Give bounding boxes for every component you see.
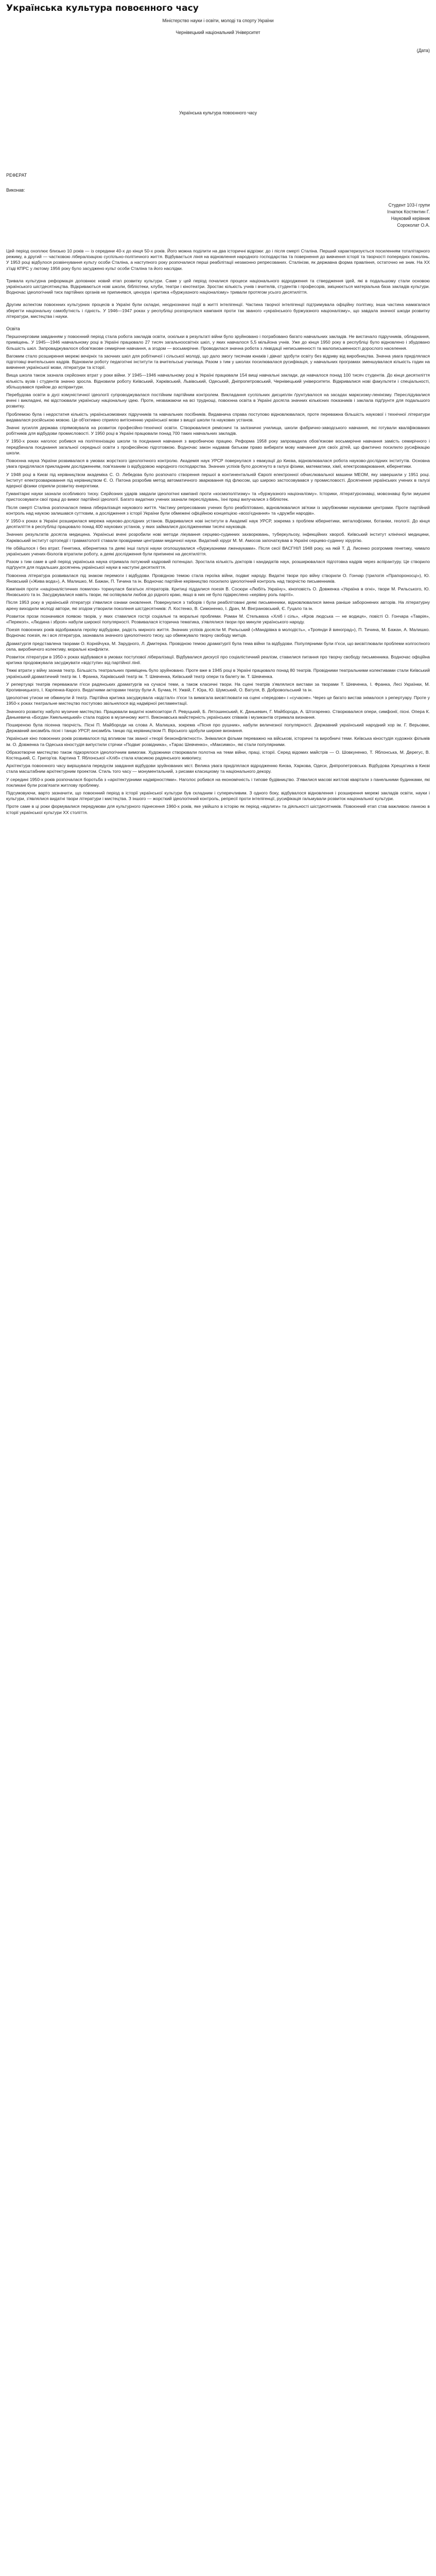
spacer [6, 274, 430, 278]
paragraph: У 1948 році в Києві під керівництвом академіка С. О. Лебедєва було розпочато створення першої в континентальній Європі електронної обчислювальної машини МЕОМ, яку завершили у 1951 році. Інститут електрозварювання під керівництвом Є. О. Патона розробив метод автоматичного зварювання під флюсом, що широко застосовувався у промисловості. Досягнення українських учених в галузі ядерної фізики сприяли розвитку енергетики. [6, 471, 430, 488]
paragraph: Підсумовуючи, варто зазначити, що повоєнний період в історії української культури був складним і суперечливим. З одного боку, відбувалося відновлення і розширення мережі закладів освіти, науки і культури, з'являлися видатні твори літератури і мистецтва. З іншого — жорсткий ідеологічний контроль, репресії проти інтелігенції, русифікація гальмували розвиток національної культури. [6, 790, 430, 802]
paragraph: Українське кіно повоєнних років розвивалося під впливом так званої «теорії безконфліктності». Знімалися фільми переважно на військові, історичні та виробничі теми. Київська кіностудія художніх фільмів ім. О. Довженка та Одеська кіностудія випустили стрічки «Подвиг розвідника», «Тарас Шевченко», «Максимко», які стали популярними. [6, 736, 430, 747]
paragraph: Образотворче мистецтво також підкорялося ідеологічним вимогам. Художники створювали полотна на теми війни, праці, історії. Серед відомих майстрів — О. Шовкуненко, Т. Яблонська, М. Дерегус, В. Костецький, С. Григор'єв. Картина Т. Яблонської «Хліб» стала класикою радянського живопису. [6, 749, 430, 761]
body-section-architecture [6, 763, 430, 816]
paragraph: Драматургія представлена творами О. Корнійчука, М. Зарудного, Л. Дмитерка. Провідною темою драматургії була тема війни та відбудови. Популярними були п'єси, що висвітлювали проблеми колгоспного села, виробничого колективу, моральні конфлікти. [6, 640, 430, 652]
student-name: Ігнатюк Костянтин Г. [387, 209, 430, 214]
author-block [6, 202, 430, 229]
body-section-education [6, 334, 430, 456]
advisor-label: Науковий керівник [391, 216, 430, 221]
spacer [6, 194, 430, 202]
paragraph: Вагомим стало розширення мережі вечірніх та заочних шкіл для робітничої і сільської молоді, що дало змогу тисячам юнаків і дівчат здобути освіту без відриву від виробництва. Значна увага приділялася підготовці вчительських кадрів. Відновили роботу педагогічні інститути та вчительські училища. Разом з тим у школах посилювалася русифікація, у навчальних програмах зменшувалася кількість годин на вивчення української мови, літератури та історії. [6, 353, 430, 370]
paragraph: Кампанія проти «націоналістичних помилок» торкнулася багатьох літераторів. Критиці піддалися поезія В. Сосюри «Любіть Україну», кіноповість О. Довженка «Україна в огні», твори М. Рильського, Ю. Яновського та ін. Засуджувалися навіть твори, які оспівували любов до рідного краю, якщо в них не було підкреслено «керівну роль партії». [6, 586, 430, 598]
paragraph: Проблемою була і недостатня кількість українськомовних підручників та навчальних посібників. Видавнича справа поступово відновлювалася, проте переважна більшість наукової і технічної літератури видавалася російською мовою. Це об'єктивно сприяло витісненню української мови з вищої школи та наукових установ. [6, 411, 430, 422]
report-label: РЕФЕРАТ [6, 173, 27, 178]
paragraph: Цей період охоплює близько 10 років — із середини 40-х до кінця 50-х років. Його можна поділити на два історичні відрізки: до і після смерті Сталіна. Перший характеризується посиленням тоталітарного режиму, а другий — частковою лібералізацією суспільно-політичного життя. Відбувається лінія на відновлення народного господарства та повернення до вивчення історії та творчості попередніх поколінь. У 1953 році відбулося розвінчування культу особи Сталіна, а наступного року розпочалися перші реабілітації незаконно репресованих. Сталінізм, як державна форма правління, остаточно не зник. На ХХ з'їзді КПРС у лютому 1956 року було засуджено культ особи Сталіна та його наслідки. [6, 248, 430, 271]
paragraph: Першочерговим завданням у повоєнний період стала робота закладів освіти, оскільки в результаті війни було зруйновано і пограбовано багато навчальних закладів. Не вистачало підручників, обладнання, приміщень. У 1945—1946 навчальному році в Україні працювало 27 тисяч загальноосвітніх шкіл, у яких навчалося 5,5 мільйона учнів. Уже до кінця 1950 року в республіці було відновлено і збудовано більшість шкіл. Запроваджувалося обов'язкове семирічне навчання, а згодом — восьмирічне. Проводилася значна робота з ліквідації неписьменності та малописьменності дорослого населення. [6, 334, 430, 351]
date-line: (Дата) [416, 48, 430, 53]
paragraph: Розвиток літератури в 1950-х роках відбувався в умовах поступової лібералізації. Відбувалися дискусії про соціалістичний реалізм, ставилися питання про творчу свободу письменника. Водночас офіційна критика продовжувала засуджувати «відступи» від партійної лінії. [6, 654, 430, 666]
paragraph: Разом з тим саме в цей період українська наука отримала потужний кадровий потенціал. Зростала кількість докторів і кандидатів наук, розширювалася підготовка кадрів через аспірантуру. Це створило підґрунтя для подальших досягнень української науки в наступні десятиліття. [6, 559, 430, 570]
paragraph: Значні зусилля держава спрямовувала на розвиток професійно-технічної освіти. Створювалися ремісничі та залізничні училища, школи фабрично-заводського навчання, які готували кваліфікованих робітників для відбудови промисловості. У 1950 році в Україні працювали понад 700 таких навчальних закладів. [6, 425, 430, 436]
spacer [6, 321, 430, 326]
paragraph: Повоєнна література розвивалася під знаком перемоги і відбудови. Провідною темою стала героїка війни, подвиг народу. Видатні твори про війну створили О. Гончар (трилогія «Прапороносці»), Ю. Яновський («Жива вода»), А. Малишко, М. Бажан, П. Тичина та ін. Водночас партійне керівництво посилило ідеологічний контроль над творчістю письменників. [6, 572, 430, 584]
paragraph: Гуманітарні науки зазнали особливого тиску. Серйозних ударів завдали ідеологічні кампанії проти «космополітизму» та «буржуазного націоналізму». Історики, літературознавці, мовознавці були змушені пристосовувати свої праці до вимог партійної ідеології. Багато видатних учених зазнали переслідувань, їхні праці вилучалися з бібліотек. [6, 491, 430, 502]
topic-line: Українська культура повоєнного часу [179, 110, 257, 115]
body-section-science [6, 458, 430, 570]
paragraph: Після смерті Сталіна розпочалася певна лібералізація наукового життя. Частину репресованих учених було реабілітовано, відновлювалися зв'язки із зарубіжними науковими центрами. Проте партійний контроль над наукою залишався суттєвим, а дослідження з історії України були обмежені офіційною концепцією «возз'єднання» та «дружби народів». [6, 504, 430, 516]
spacer [6, 54, 430, 110]
spacer [6, 116, 430, 172]
page-title: Українська культура повоєнного часу [6, 3, 199, 13]
paragraph: Ідеологічні утиски не обминули й театр. Партійна критика засуджувала «відсталі» п'єси та вимагала висвітлювати на сцені «передове» і «сучасне». Через це багато вистав знімалося з репертуару. Проте у 1950-х роках театральне мистецтво поступово звільнялося від надмірної регламентації. [6, 695, 430, 706]
paragraph: Значного розвитку набуло музичне мистецтво. Працювали видатні композитори Л. Ревуцький, Б. Лятошинський, К. Данькевич, Г. Майборода, А. Штогаренко. Створювалися опери, симфонії, пісні. Опера К. Данькевича «Богдан Хмельницький» стала подією в музичному житті. Виконавська майстерність українських співаків і музикантів отримала визнання. [6, 708, 430, 720]
student-group: Студент 103-ї групи [388, 202, 430, 208]
body-section-arts [6, 668, 430, 761]
performed-label: Виконав: [6, 188, 25, 193]
university-line: Чернівецький національний Університет [176, 30, 260, 35]
paragraph: Значних результатів досягла медицина. Українські вчені розробили нові методи лікування серцево-судинних захворювань, туберкульозу, інфекційних хвороб. Київський інститут клінічної медицини, Харківський інститут ортопедії і травматології ставали провідними центрами медичної науки. Видатний хірург М. М. Амосов започаткував в Україні серцево-судинну хірургію. [6, 532, 430, 543]
paragraph: У 1950-х роках в Україні розширилася мережа науково-дослідних установ. Відкривалися нові інститути в Академії наук УРСР, зокрема з проблем кібернетики, металофізики, ботаніки, геології. До кінця десятиліття в республіці працювало понад 400 наукових установ, у яких займалися дослідженнями тисячі науковців. [6, 518, 430, 530]
ministry-line: Міністерство науки і освіти, молоді та спорту України [162, 18, 274, 23]
document-page [0, 0, 436, 816]
advisor-name: Сороколат О.А. [397, 223, 430, 228]
paragraph: Повоєнна наука України розвивалася в умовах жорсткого ідеологічного контролю. Академія наук УРСР повернулася з евакуації до Києва, відновлювалася робота науково-дослідних інститутів. Основна увага приділялася прикладним дослідженням, пов'язаним із відбудовою народного господарства. Значних успіхів було досягнуто в галузі фізики, математики, хімії, електрозварювання, кібернетики. [6, 458, 430, 469]
paragraph: Другим аспектом повоєнних культурних процесів в Україні були складні, неоднозначні події в житті інтелігенції. Частина творчої інтелігенції підтримувала офіційну політику, інша частина намагалася зберегти національну самобутність і гідність. У 1946—1947 роках у республіці розгорнулася кампанія проти так званого «українського буржуазного націоналізму», що завдала значної шкоди розвитку літератури, мистецтва і науки. [6, 302, 430, 319]
spacer [6, 229, 430, 248]
paragraph: Поезія повоєнних років відображала героїку відбудови, радість мирного життя. Значних успіхів досягли М. Рильський («Мандрівка в молодість», «Троянди й виноград»), П. Тичина, М. Бажан, А. Малишко. Водночас поезія, як і вся література, зазнавала значного ідеологічного тиску, що обмежувало творчу свободу митців. [6, 627, 430, 638]
paragraph: Після 1953 року в українській літературі з'явилися ознаки оновлення. Повернулися з таборів і були реабілітовані деякі письменники, відновлювалися імена раніше заборонених авторів. На літературну арену виходили молоді автори, які згодом утворили покоління шістдесятників: Л. Костенко, В. Симоненко, І. Драч, М. Вінграновський, Є. Гуцало та ін. [6, 600, 430, 611]
paragraph: У середині 1950-х років розпочалася боротьба з «архітектурними надмірностями». Наголос робився на економічність і типове будівництво. З'явилися масові житлові квартали з панельними будинками, які покликані були розв'язати житлову проблему. [6, 776, 430, 788]
paragraph: Розвиток прози позначився появою творів, у яких ставилися гострі соціальні та моральні проблеми. Роман М. Стельмаха «Хліб і сіль», «Кров людська — не водиця», повісті О. Гончара «Таврія», «Перекоп», «Людина і зброя» набули широкої популярності. Розвивалася історична тематика, з'являлися твори про минуле українського народу. [6, 613, 430, 624]
paragraph: У 1950-х роках наголос робився на політехнізацію школи та поєднання навчання з виробничою працею. Реформа 1958 року запровадила обов'язкове восьмирічне навчання замість семирічного і передбачала поєднання загальної середньої освіти з професійною підготовкою. Водночас закон надавав батькам право вибирати мову навчання для своїх дітей, що фактично посилило русифікацію школи. [6, 438, 430, 455]
spacer [6, 179, 430, 187]
body-section-literature [6, 573, 430, 666]
paragraph: Не обійшлося і без втрат. Генетика, кібернетика та деякі інші галузі науки оголошувалися «буржуазними лженауками». Після сесії ВАСГНІЛ 1948 року, на якій Т. Д. Лисенко розгромив генетику, чимало українських учених-біологів втратили роботу, а деякі дослідження були припинені на десятиліття. [6, 545, 430, 556]
paragraph: Тривала культурна реформація доповнює новий етап розвитку культури. Саме у цей період почалися процеси національного відродження та ствердження ідей, які в подальшому стали основою українського шістдесятництва. Відкриваються нові школи, бібліотеки, клуби, театри і кінотеатри. Зростає кількість учнів і вчителів, студентів і професорів, зміцнюється матеріальна база закладів культури. Водночас ідеологічний тиск партійних органів не припинявся, цензура і критика «буржуазного націоналізму» тривали протягом усього десятиліття. [6, 278, 430, 295]
paragraph: Проте саме в ці роки формувалися передумови для культурного піднесення 1960-х років, яке увійшло в історію як період «відлиги» та діяльності шістдесятників. Повоєнний етап став важливою ланкою в історії української культури XX століття. [6, 804, 430, 815]
paragraph: Архітектура повоєнного часу вирішувала передусім завдання відбудови зруйнованих міст. Велика увага приділялася відродженню Києва, Харкова, Одеси, Дніпропетровська. Відбудова Хрещатика в Києві стала масштабним архітектурним проектом. Стиль того часу — монументальний, з рисами класицизму та національного декору. [6, 763, 430, 774]
section-heading: Освіта [6, 326, 20, 332]
body-section-intro [6, 248, 430, 319]
spacer [6, 297, 430, 302]
spacer [6, 36, 430, 47]
paragraph: Вища школа також зазнала серйозних втрат у роки війни. У 1945—1946 навчальному році в Україні працювали 154 вищі навчальні заклади, де навчалося понад 100 тисяч студентів. До кінця десятиліття кількість вузів і студентів значно зросла. Відновили роботу Київський, Харківський, Львівський, Одеський, Дніпропетровський, Чернівецький університети. Відкривалися нові факультети і спеціальності, збільшувався прийом до аспірантури. [6, 372, 430, 389]
paragraph: Поширеною була пісенна творчість. Пісні П. Майбороди на слова А. Малишка, зокрема «Пісня про рушник», набули величезної популярності. Державний український народний хор ім. Г. Верьовки, Державний ансамбль пісні і танцю УРСР, ансамбль танцю під керівництвом П. Вірського здобули широке визнання. [6, 722, 430, 734]
paragraph: Перебудова освіти в дусі комуністичної ідеології супроводжувалася постійним партійним контролем. Викладання суспільних дисциплін ґрунтувалося на засадах марксизму-ленінізму. Переслідувалися вчені і викладачі, які відстоювали українську національну ідею. Проте, незважаючи на всі труднощі, повоєнна освіта в Україні досягла значних кількісних показників і заклала підґрунтя для подальшого розвитку. [6, 392, 430, 409]
paragraph: Тяжкі втрати у війну зазнав театр. Більшість театральних приміщень було зруйновано. Проте вже в 1945 році в Україні працювало понад 80 театрів. Провідними театральними колективами стали Київський український драматичний театр ім. І. Франка, Харківський театр ім. Т. Шевченка, Київський театр опери та балету ім. Т. Шевченка. [6, 668, 430, 679]
paragraph: У репертуарі театрів переважали п'єси радянських драматургів на сучасні теми, а також класичні твори. На сцені театрів з'являлися вистави за творами Т. Шевченка, І. Франка, Лесі Українки, М. Кропивницького, І. Карпенка-Карого. Видатними акторами театру були А. Бучма, Н. Ужвій, Г. Юра, Ю. Шумський, О. Ватуля, В. Добровольський та ін. [6, 681, 430, 692]
